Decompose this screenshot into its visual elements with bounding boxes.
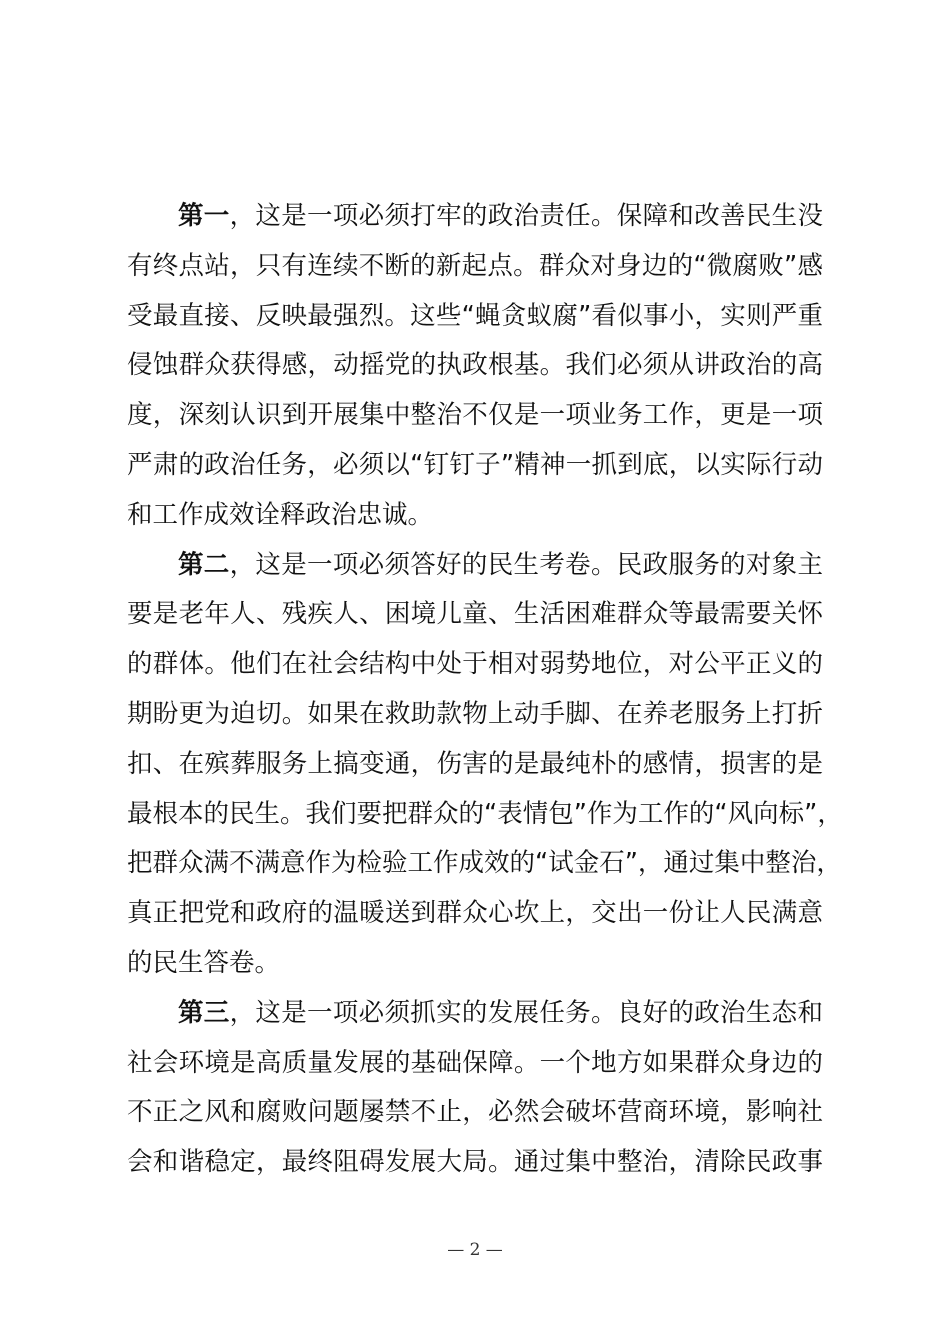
line-text: ，这是一项必须抓实的发展任务。良好的政治生态和 xyxy=(229,997,823,1028)
paragraph-line: 把群众满不满意作为检验工作成效的“试金石”，通过集中整治， xyxy=(127,848,842,879)
paragraph-line: 的民生答卷。 xyxy=(127,947,281,978)
paragraph-line: 期盼更为迫切。如果在救助款物上动手脚、在养老服务上打折 xyxy=(127,698,823,729)
paragraph-line: 有终点站，只有连续不断的新起点。群众对身边的“微腐败”感 xyxy=(127,250,823,281)
paragraph-lead: 第三 xyxy=(178,997,230,1028)
paragraph-line xyxy=(127,192,823,242)
paragraph-lead: 第二 xyxy=(178,549,230,580)
document-body xyxy=(127,192,843,1188)
paragraph-line: 严肃的政治任务，必须以“钉钉子”精神一抓到底，以实际行动 xyxy=(127,449,823,480)
paragraph-line xyxy=(127,541,823,591)
line-text: ，这是一项必须打牢的政治责任。保障和改善民生没 xyxy=(229,201,823,231)
paragraph-lead: 第一 xyxy=(178,201,230,231)
page-number: — 2 — xyxy=(447,1240,503,1260)
paragraph-line: 要是老年人、残疾人、困境儿童、生活困难群众等最需要关怀 xyxy=(127,599,823,630)
paragraph-line xyxy=(127,989,823,1039)
paragraph-line: 侵蚀群众获得感，动摇党的执政根基。我们必须从讲政治的高 xyxy=(127,350,823,381)
paragraph-1 xyxy=(127,192,823,541)
paragraph-3 xyxy=(127,989,823,1188)
paragraph-line: 不正之风和腐败问题屡禁不止，必然会破坏营商环境，影响社 xyxy=(127,1097,823,1128)
line-text: ，这是一项必须答好的民生考卷。民政服务的对象主 xyxy=(229,549,823,580)
paragraph-line: 会和谐稳定，最终阻碍发展大局。通过集中整治，清除民政事 xyxy=(127,1147,823,1178)
paragraph-line: 扣、在殡葬服务上搞变通，伤害的是最纯朴的感情，损害的是 xyxy=(127,748,823,779)
paragraph-2 xyxy=(127,541,843,989)
paragraph-line: 最根本的民生。我们要把群众的“表情包”作为工作的“风向标”， xyxy=(127,798,843,829)
paragraph-line: 和工作成效诠释政治忠诚。 xyxy=(127,499,434,530)
paragraph-line: 真正把党和政府的温暖送到群众心坎上，交出一份让人民满意 xyxy=(127,898,823,929)
paragraph-line: 的群体。他们在社会结构中处于相对弱势地位，对公平正义的 xyxy=(127,649,823,680)
paragraph-line: 社会环境是高质量发展的基础保障。一个地方如果群众身边的 xyxy=(127,1047,823,1078)
paragraph-line: 受最直接、反映最强烈。这些“蝇贪蚁腐”看似事小，实则严重 xyxy=(127,300,823,331)
paragraph-line: 度，深刻认识到开展集中整治不仅是一项业务工作，更是一项 xyxy=(127,400,823,431)
